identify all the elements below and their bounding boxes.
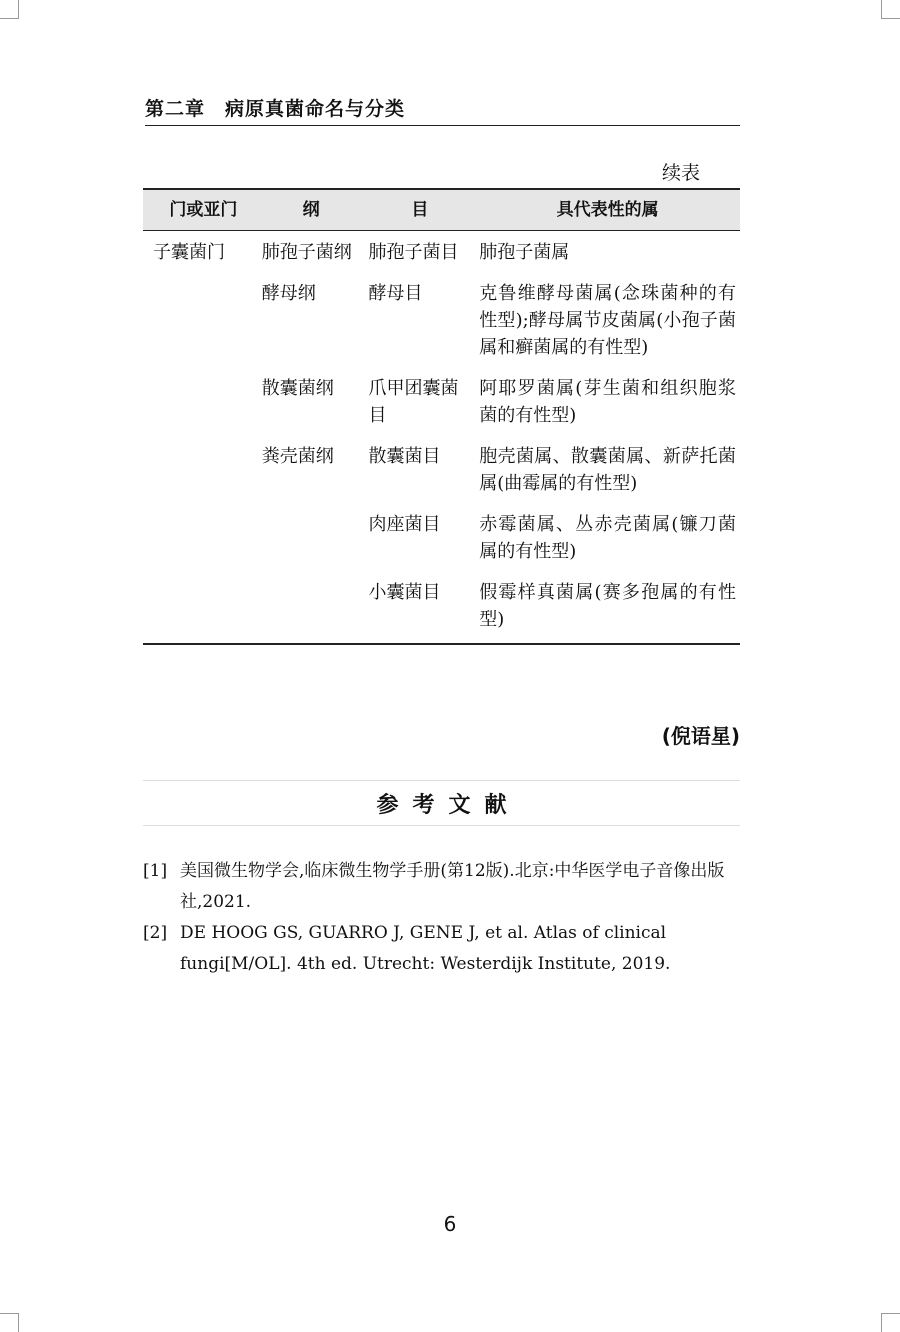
- cell-genus: 赤霉菌属、丛赤壳菌属(镰刀菌属的有性型): [479, 514, 736, 562]
- table-row: [143, 280, 740, 375]
- cell-order: 肺孢子菌目: [368, 242, 459, 263]
- running-head: 第二章 病原真菌命名与分类: [145, 94, 740, 126]
- cell-phylum: [143, 280, 258, 375]
- table-header-row: [143, 189, 740, 231]
- cell-genus: 肺孢子菌属: [479, 242, 570, 263]
- table-row: [143, 579, 740, 644]
- cell-class: 肺孢子菌纲: [261, 242, 352, 263]
- reference-number: [2]: [143, 923, 168, 943]
- header-phylum: 门或亚门: [143, 189, 258, 231]
- cell-order: 爪甲团囊菌目: [368, 378, 459, 426]
- cell-genus: 阿耶罗菌属(芽生菌和组织胞浆菌的有性型): [479, 378, 736, 426]
- references-heading-box: [143, 780, 740, 826]
- table-row: [143, 511, 740, 579]
- header-class: 纲: [258, 189, 365, 231]
- cell-phylum: [143, 375, 258, 443]
- cell-phylum: [143, 443, 258, 511]
- cell-genus: 胞壳菌属、散囊菌属、新萨托菌属(曲霉属的有性型): [479, 446, 736, 494]
- table-row: [143, 231, 740, 281]
- reference-item: [143, 918, 743, 980]
- cell-order: 肉座菌目: [368, 514, 441, 535]
- reference-item: [143, 856, 743, 918]
- page-number: 6: [443, 1212, 457, 1236]
- continued-label: 续表: [661, 162, 700, 184]
- reference-list: [143, 856, 743, 980]
- table-row: [143, 443, 740, 511]
- author-attribution: (倪语星): [661, 724, 740, 748]
- cell-class: [258, 511, 365, 579]
- cell-class: [258, 579, 365, 644]
- references-heading: 参考文献: [376, 792, 521, 818]
- cell-class: 酵母纲: [261, 283, 316, 304]
- crop-mark-top-right: [881, 0, 900, 19]
- crop-mark-bottom-left: [0, 1313, 19, 1332]
- fungi-classification-table: [143, 188, 740, 645]
- cell-genus: 假霉样真菌属(赛多孢属的有性型): [475, 579, 740, 644]
- cell-phylum: [143, 511, 258, 579]
- crop-mark-top-left: [0, 0, 19, 19]
- cell-order: 酵母目: [368, 283, 423, 304]
- cell-order: 小囊菌目: [364, 579, 475, 644]
- cell-class: 散囊菌纲: [261, 378, 334, 399]
- cell-phylum: 子囊菌门: [153, 242, 225, 263]
- cell-phylum: [143, 579, 258, 644]
- table-row: [143, 375, 740, 443]
- header-genus: 具代表性的属: [475, 189, 740, 231]
- reference-number: [1]: [143, 861, 168, 881]
- header-order: 目: [364, 189, 475, 231]
- cell-class: 粪壳菌纲: [261, 446, 334, 467]
- cell-order: 散囊菌目: [368, 446, 441, 467]
- crop-mark-bottom-right: [881, 1313, 900, 1332]
- reference-text: DE HOOG GS, GUARRO J, GENE J, et al. Atlas of clinical fungi[M/OL]. 4th ed. Utrecht: Westerdijk Institute, 2019.: [180, 923, 671, 974]
- reference-text: 美国微生物学会,临床微生物学手册(第12版).北京:中华医学电子音像出版社,2021.: [180, 861, 725, 912]
- cell-genus: 克鲁维酵母菌属(念珠菌种的有性型);酵母属节皮菌属(小孢子菌属和癣菌属的有性型): [479, 283, 736, 358]
